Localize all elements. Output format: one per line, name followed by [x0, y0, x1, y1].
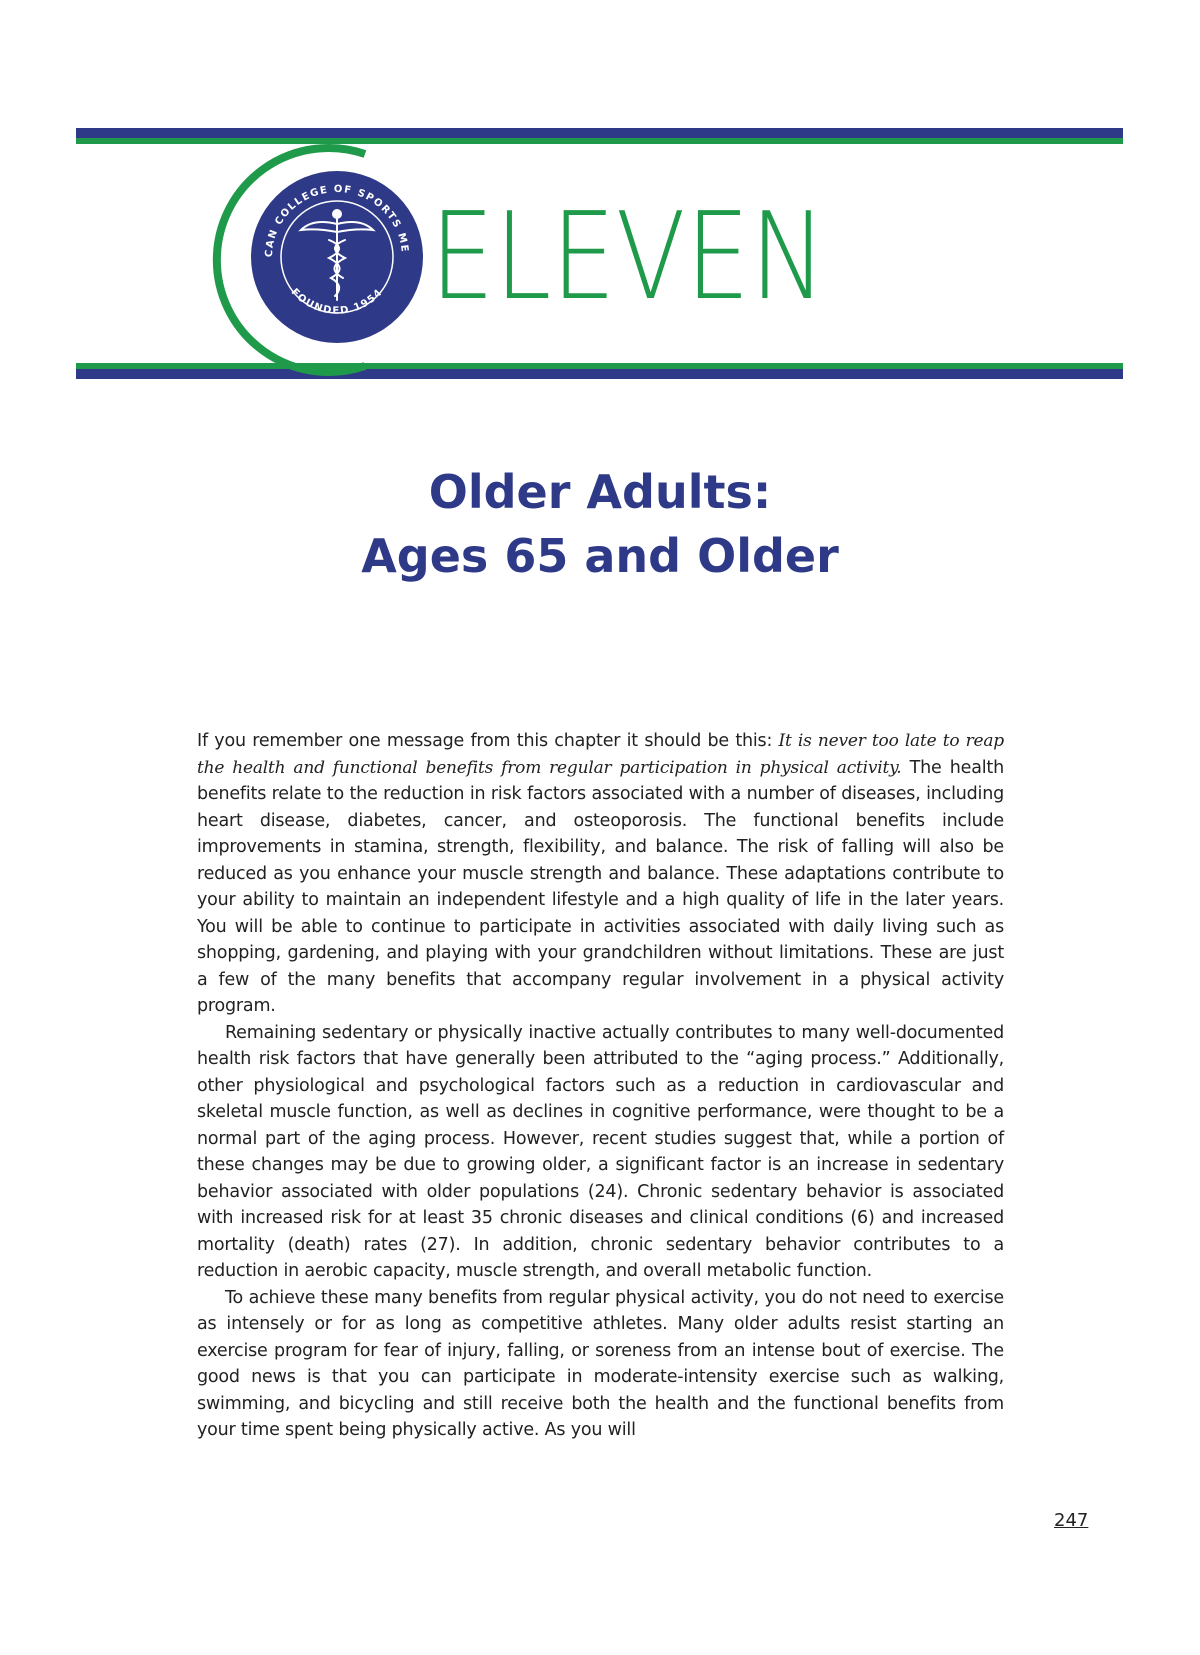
- chapter-title-line-2: Ages 65 and Older: [361, 529, 839, 583]
- paragraph-2: Remaining sedentary or physically inactive actually contributes to many well-documented health risk factors that have generally been attributed to the “aging process.” Additionally, other physiological and psychological factors such as a reduction in cardiovascular and skeletal muscle function, as well as declines in cognitive performance, were thought to be a normal part of the aging process. However, recent studies suggest that, while a portion of these changes may be due to growing older, a significant factor is an increase in sedentary behavior associated with older populations (24). Chronic sedentary behavior is associated with increased risk for at least 35 chronic diseases and clinical conditions (6) and increased mortality (death) rates (27). In addition, chronic sedentary behavior contributes to a reduction in aerobic capacity, muscle strength, and overall metabolic function.: [197, 1022, 1004, 1281]
- paragraph-1-emphasis: It is never too late to reap the health and functional benefits from regular participation in physical activity.: [197, 731, 1004, 778]
- seal-icon: [205, 140, 445, 380]
- chapter-number: ELEVEN: [430, 188, 827, 327]
- paragraph-3: To achieve these many benefits from regular physical activity, you do not need to exercise as intensely or for as long as competitive athletes. Many older adults resist starting an exercise program for fear of injury, falling, or soreness from an intense bout of exercise. The good news is that you can participate in moderate-intensity exercise such as walking, swimming, and bicycling and still receive both the health and the functional benefits from your time spent being physically active. As you will: [197, 1287, 1004, 1440]
- page-number: 247: [1054, 1510, 1089, 1531]
- paragraph-1: [197, 728, 1004, 1020]
- body-text: [197, 728, 1004, 1444]
- header-band-top: [76, 128, 1123, 138]
- chapter-title: [0, 460, 1200, 588]
- paragraph-1-rest: The health benefits relate to the reduction in risk factors associated with a number of diseases, including heart disease, diabetes, cancer, and osteoporosis. The functional benefits include improvements in stamina, strength, flexibility, and balance. The risk of falling will also be reduced as you enhance your muscle strength and balance. These adaptations contribute to your ability to maintain an independent lifestyle and a high quality of life in the later years. You will be able to continue to participate in activities associated with daily living such as shopping, gardening, and playing with your grandchildren without limitations. These are just a few of the many benefits that accompany regular involvement in a physical activity program.: [197, 757, 1004, 1016]
- seal-text-top: CAN COLLEGE OF SPORTS ME: [263, 183, 410, 258]
- seal-text-bottom: FOUNDED 1954: [288, 286, 386, 317]
- paragraph-1-intro: If you remember one message from this chapter it should be this:: [197, 731, 779, 751]
- chapter-title-line-1: Older Adults:: [428, 465, 772, 519]
- seal-registered-mark: ®: [405, 310, 414, 320]
- acsm-seal-logo: [205, 140, 445, 380]
